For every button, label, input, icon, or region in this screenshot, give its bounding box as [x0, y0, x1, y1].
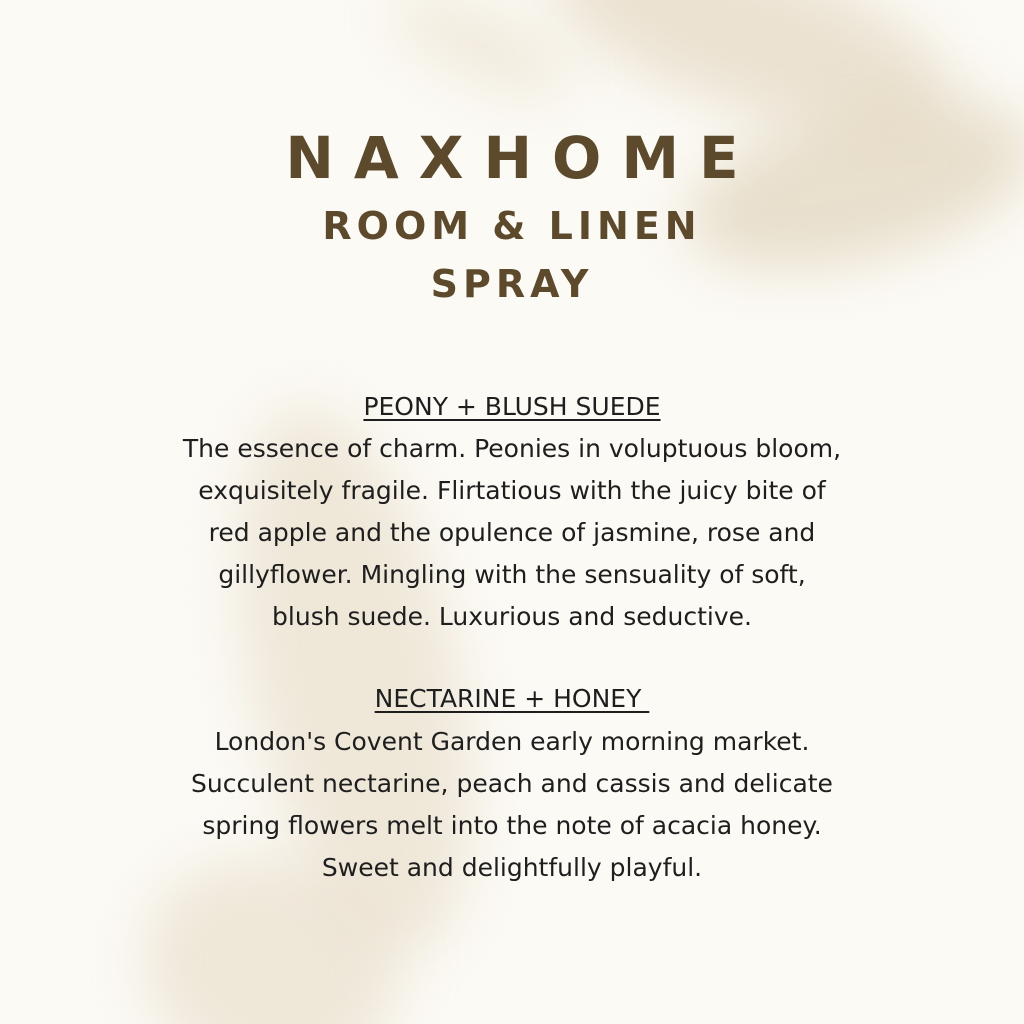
description-line: Succulent nectarine, peach and cassis and delicate: [191, 769, 833, 798]
scent-description-peony: [112, 428, 912, 638]
description-line: London's Covent Garden early morning market.: [214, 727, 810, 756]
description-line: exquisitely fragile. Flirtatious with the juicy bite of: [198, 476, 826, 505]
description-line: spring flowers melt into the note of acacia honey.: [202, 811, 822, 840]
scent-description-nectarine: [112, 721, 912, 889]
brand-title: NAXHOME: [285, 124, 759, 192]
description-line: blush suede. Luxurious and seductive.: [272, 602, 752, 631]
description-line: Sweet and delightfully playful.: [321, 853, 703, 882]
description-line: gillyflower. Mingling with the sensuality of soft,: [218, 560, 806, 589]
leaf-shadow: [375, 0, 586, 119]
scent-heading-peony: [0, 390, 1024, 424]
description-line: The essence of charm. Peonies in voluptuous bloom,: [182, 434, 842, 463]
description-line: red apple and the opulence of jasmine, rose and: [208, 518, 816, 547]
scent-name: NECTARINE + HONEY: [374, 684, 650, 713]
product-subtitle-line-2: SPRAY: [430, 262, 594, 306]
product-subtitle-line-1: ROOM & LINEN: [322, 204, 702, 248]
scent-heading-nectarine: [0, 682, 1024, 716]
scent-name: PEONY + BLUSH SUEDE: [363, 392, 661, 421]
